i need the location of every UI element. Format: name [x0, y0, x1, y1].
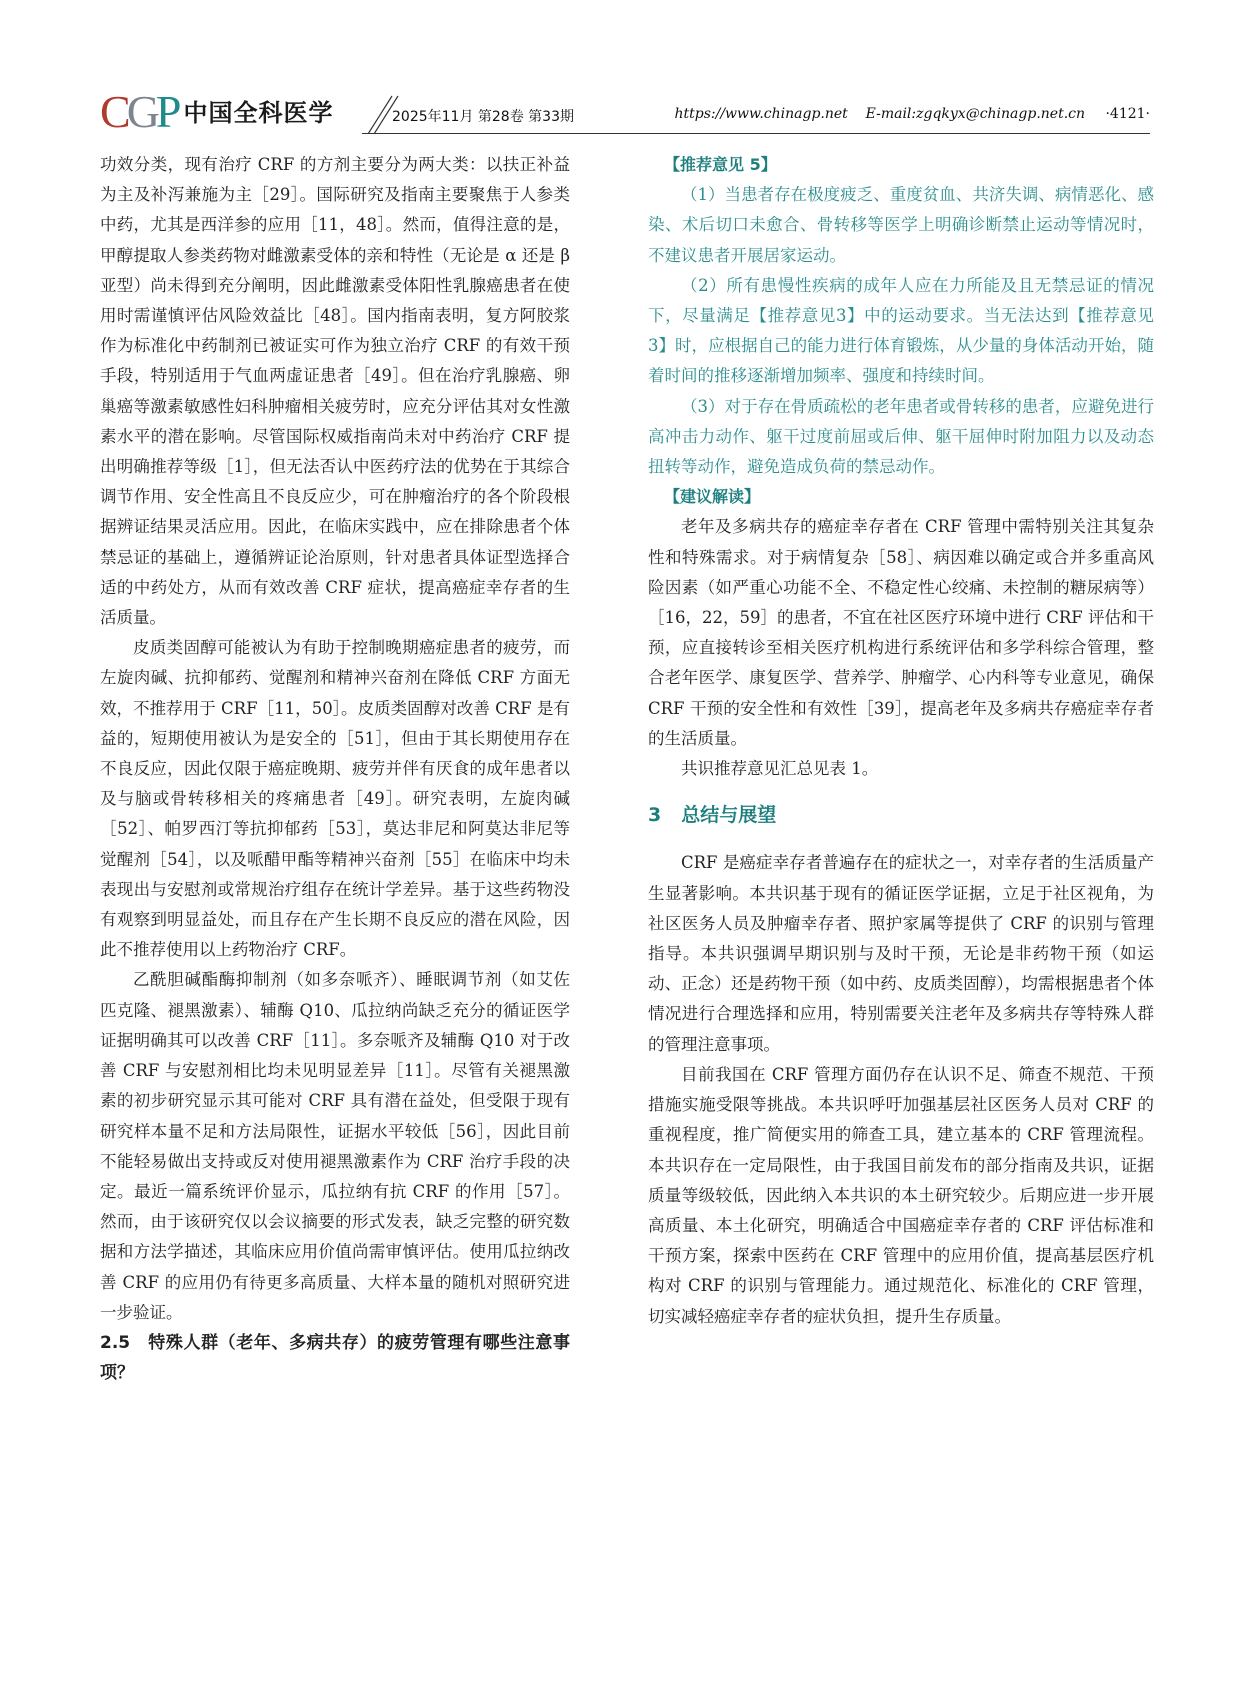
section-heading-2-5: 2.5 特殊人群（老年、多病共存）的疲劳管理有哪些注意事项？	[100, 1332, 570, 1384]
interpretation-tag: 【建议解读】	[664, 487, 761, 507]
logo-mark: CGP	[100, 86, 178, 137]
page-number: ·4121·	[1105, 106, 1150, 122]
paragraph: 皮质类固醇可能被认为有助于控制晚期癌症患者的疲劳，而左旋肉碱、抗抑郁药、觉醒剂和精神兴奋剂在降低 CRF 方面无效，不推荐用于 CRF［11，50］。皮质类固醇对改善 CRF 是有益的，短期使用被认为是安全的［51］，但由于其长期使用存在不良反应，因此仅限于癌症晚期、疲劳并伴有厌食的成年患者以及与脑或骨转移相关的疼痛患者［49］。研究表明，左旋肉碱［52］、帕罗西汀等抗抑郁药［53］，莫达非尼和阿莫达非尼等觉醒剂［54］，以及哌醋甲酯等精神兴奋剂［55］在临床中均未表现出与安慰剂或常规治疗组存在统计学差异。基于这些药物没有观察到明显益处，而且存在产生长期不良反应的潜在风险，因此不推荐使用以上药物治疗 CRF。	[100, 638, 570, 960]
journal-logo	[100, 86, 334, 137]
recommendation-tag: 【推荐意见 5】	[664, 155, 777, 174]
header-rule	[362, 133, 1150, 134]
paragraph: 共识推荐意见汇总见表 1。	[681, 759, 879, 779]
paragraph: 老年及多病共存的癌症幸存者在 CRF 管理中需特别关注其复杂性和特殊需求。对于病情复杂［58］、病因难以确定或合并多重高风险因素（如严重心功能不全、不稳定性心绞痛、未控制的糖尿病等）［16，22，59］的患者，不宜在社区医疗环境中进行 CRF 评估和干预，应直接转诊至相关医疗机构进行系统评估和多学科综合管理，整合老年医学、康复医学、营养学、肿瘤学、心内科等专业意见，确保 CRF 干预的安全性和有效性［39］，提高老年及多病共存癌症幸存者的生活质量。	[648, 517, 1154, 748]
right-column	[648, 150, 1154, 1332]
issue-info: 2025年11月 第28卷 第33期	[392, 109, 574, 125]
paragraph: 目前我国在 CRF 管理方面仍存在认识不足、筛查不规范、干预措施实施受限等挑战。本共识呼吁加强基层社区医务人员对 CRF 的重视程度，推广简便实用的筛查工具，建立基本的 CRF 管理流程。本共识存在一定局限性，由于我国目前发布的部分指南及共识，证据质量等级较低，因此纳入本共识的本土研究较少。后期应进一步开展高质量、本土化研究，明确适合中国癌症幸存者的 CRF 评估标准和干预方案，探索中医药在 CRF 管理中的应用价值，提高基层医疗机构对 CRF 的识别与管理能力。通过规范化、标准化的 CRF 管理，切实减轻癌症幸存者的症状负担，提升生存质量。	[648, 1064, 1154, 1326]
recommendation-item: （3）对于存在骨质疏松的老年患者或骨转移的患者，应避免进行高冲击力动作、躯干过度前屈或后伸、躯干屈伸时附加阻力以及动态扭转等动作，避免造成负荷的禁忌动作。	[648, 396, 1154, 477]
journal-header	[100, 86, 1150, 137]
section-number: 3	[648, 804, 662, 827]
paragraph: 乙酰胆碱酯酶抑制剂（如多奈哌齐）、睡眠调节剂（如艾佐匹克隆、褪黑激素）、辅酶 Q10、瓜拉纳尚缺乏充分的循证医学证据明确其可以改善 CRF［11］。多奈哌齐及辅酶 Q10 对于改善 CRF 与安慰剂相比均未见明显差异［11］。尽管有关褪黑激素的初步研究显示其可能对 CRF 具有潜在益处，但受限于现有研究样本量不足和方法局限性，证据水平较低［56］，因此目前不能轻易做出支持或反对使用褪黑激素作为 CRF 治疗手段的决定。最近一篇系统评价显示，瓜拉纳有抗 CRF 的作用［57］。然而，由于该研究仅以会议摘要的形式发表，缺乏完整的研究数据和方法学描述，其临床应用价值尚需审慎评估。使用瓜拉纳改善 CRF 的应用仍有待更多高质量、大样本量的随机对照研究进一步验证。	[100, 970, 570, 1322]
recommendation-item: （1）当患者存在极度疲乏、重度贫血、共济失调、病情恶化、感染、术后切口未愈合、骨转移等医学上明确诊断禁止运动等情况时，不建议患者开展居家运动。	[648, 185, 1154, 265]
journal-name: 中国全科医学	[183, 99, 334, 127]
recommendation-item: （2）所有患慢性疾病的成年人应在力所能及且无禁忌证的情况下，尽量满足【推荐意见3】中的运动要求。当无法达到【推荐意见3】时，应根据自己的能力进行体育锻炼，从少量的身体活动开始，随着时间的推移逐渐增加频率、强度和持续时间。	[648, 275, 1154, 386]
journal-url: https://www.chinagp.net	[674, 106, 848, 122]
paragraph: CRF 是癌症幸存者普遍存在的症状之一，对幸存者的生活质量产生显著影响。本共识基于现有的循证医学证据，立足于社区视角，为社区医务人员及肿瘤幸存者、照护家属等提供了 CRF 的识别与管理指导。本共识强调早期识别与及时干预，无论是非药物干预（如运动、正念）还是药物干预（如中药、皮质类固醇），均需根据患者个体情况进行合理选择和应用，特别需要关注老年及多病共存等特殊人群的管理注意事项。	[648, 853, 1154, 1054]
header-contact	[674, 106, 1150, 122]
section-heading-3	[648, 800, 1154, 830]
paragraph: 功效分类，现有治疗 CRF 的方剂主要分为两大类：以扶正补益为主及补泻兼施为主［29］。国际研究及指南主要聚焦于人参类中药，尤其是西洋参的应用［11，48］。然而，值得注意的是，甲醇提取人参类药物对雌激素受体的亲和特性（无论是 α 还是 β 亚型）尚未得到充分阐明，因此雌激素受体阳性乳腺癌患者在使用时需谨慎评估风险效益比［48］。国内指南表明，复方阿胶浆作为标准化中药制剂已被证实可作为独立治疗 CRF 的有效干预手段，特别适用于气血两虚证患者［49］。但在治疗乳腺癌、卵巢癌等激素敏感性妇科肿瘤相关疲劳时，应充分评估其对女性激素水平的潜在影响。尽管国际权威指南尚未对中药治疗 CRF 提出明确推荐等级［1］，但无法否认中医药疗法的优势在于其综合调节作用、安全性高且不良反应少，可在肿瘤治疗的各个阶段根据辨证结果灵活应用。因此，在临床实践中，应在排除患者个体禁忌证的基础上，遵循辨证论治原则，针对患者具体证型选择合适的中药处方，从而有效改善 CRF 症状，提高癌症幸存者的生活质量。	[100, 155, 570, 628]
section-title: 总结与展望	[681, 804, 777, 827]
journal-email: E-mail:zgqkyx@chinagp.net.cn	[865, 106, 1086, 122]
left-column	[100, 150, 570, 1388]
